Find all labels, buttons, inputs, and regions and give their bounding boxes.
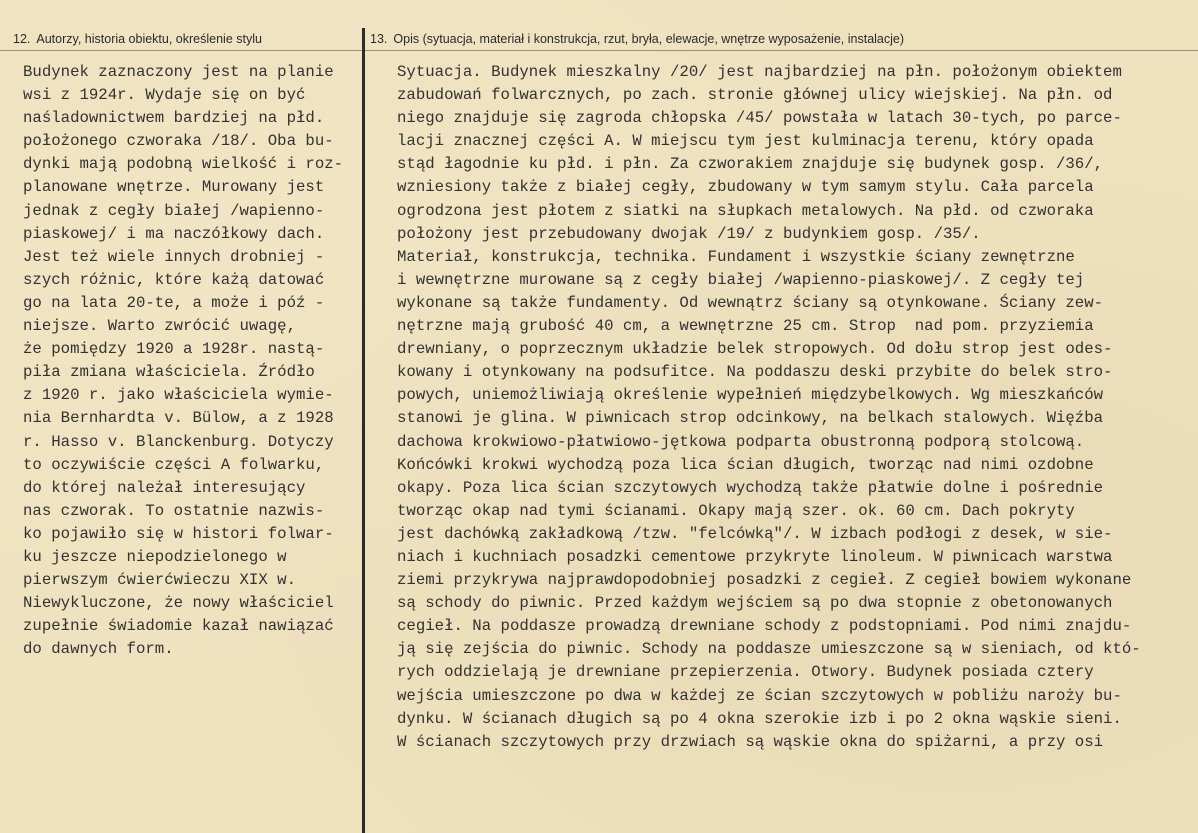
text-line: W ścianach szczytowych przy drzwiach są wąskie okna do spiżarni, a przy osi	[397, 732, 1104, 751]
text-line: Jest też wiele innych drobniej -	[23, 247, 325, 266]
text-line: kowany i otynkowany na podsufitce. Na poddaszu deski przybite do belek stro-	[397, 363, 1113, 382]
text-line: stanowi je glina. W piwnicach strop odcinkowy, na belkach stalowych. Więźba	[397, 409, 1104, 428]
text-line: Budynek zaznaczony jest na planie	[23, 63, 334, 81]
text-line: cegieł. Na poddasze prowadzą drewniane schody z podstopniami. Pod nimi znajdu-	[397, 617, 1132, 636]
text-line: Końcówki krokwi wychodzą poza lica ścian długich, tworząc nad nimi ozdobne	[397, 455, 1094, 474]
text-line: rych oddzielają je drewniane przepierzenia. Otwory. Budynek posiada cztery	[397, 663, 1094, 682]
text-line: powych, uniemożliwiają określenie wypełnień międzybelkowych. Wg mieszkańców	[397, 386, 1104, 405]
right-header-number: 13.	[370, 32, 388, 46]
text-line: r. Hasso v. Blanckenburg. Dotyczy	[23, 432, 334, 451]
text-line: Niewykluczone, że nowy właściciel	[23, 594, 334, 613]
text-line: ko pojawiło się w histori folwar-	[23, 524, 334, 543]
text-line: piaskowej/ i ma naczółkowy dach.	[23, 224, 325, 243]
text-line: zupełnie świadomie kazał nawiązać	[23, 617, 334, 636]
text-line: z 1920 r. jako właściciela wymie-	[23, 386, 334, 405]
text-line: piła zmiana właściciela. Źródło	[23, 363, 315, 382]
left-column-header	[13, 31, 262, 47]
text-line: niach i kuchniach posadzki cementowe przykryte linoleum. W piwnicach warstwa	[397, 547, 1113, 566]
text-line: dynki mają podobną wielkość i roz-	[23, 155, 344, 174]
text-line: niego znajduje się zagroda chłopska /45/ powstała w latach 30-tych, po parce-	[397, 109, 1122, 128]
text-line: lacji znacznej części A. W miejscu tym jest kulminacja terenu, który opada	[397, 132, 1094, 151]
right-column-header	[370, 31, 904, 47]
text-line: ogrodzona jest płotem z siatki na słupkach metalowych. Na płd. od czworaka	[397, 201, 1094, 220]
text-line: nia Bernhardta v. Bülow, a z 1928	[23, 409, 334, 428]
text-line: położony jest przebudowany dwojak /19/ z budynkiem gosp. /35/.	[397, 224, 981, 243]
text-line: nas czworak. To ostatnie nazwis-	[23, 501, 325, 520]
text-line: i wewnętrzne murowane są z cegły białej /wapienno-piaskowej/. Z cegły tej	[397, 270, 1085, 289]
text-line: wzniesiony także z białej cegły, zbudowany w tym samym stylu. Cała parcela	[397, 178, 1094, 197]
text-line: drewniany, o poprzecznym układzie belek stropowych. Od dołu strop jest odes-	[397, 340, 1113, 359]
text-line: planowane wnętrze. Murowany jest	[23, 178, 325, 197]
text-line: dachowa krokwiowo-płatwiowo-jętkowa podparta obustronną podporą stolcową.	[397, 432, 1085, 451]
right-column-text	[397, 61, 1141, 754]
text-line: do której należał interesujący	[23, 478, 306, 497]
text-line: jednak z cegły białej /wapienno-	[23, 201, 325, 220]
text-line: okapy. Poza lica ścian szczytowych wychodzą także płatwie dolne i pośrednie	[397, 478, 1104, 497]
text-line: dynku. W ścianach długich są po 4 okna szerokie izb i po 2 okna wąskie sieni.	[397, 709, 1122, 728]
text-line: to oczywiście części A folwarku,	[23, 455, 325, 474]
left-column-text	[23, 61, 343, 661]
text-line: go na lata 20-te, a może i póź -	[23, 293, 325, 312]
text-line: pierwszym ćwierćwieczu XIX w.	[23, 571, 297, 590]
text-line: niejsze. Warto zwrócić uwagę,	[23, 317, 297, 336]
left-header-number: 12.	[13, 32, 31, 46]
text-line: wsi z 1924r. Wydaje się on być	[23, 86, 306, 105]
text-line: szych różnic, które każą datować	[23, 270, 325, 289]
text-line: zabudowań folwarcznych, po zach. stronie głównej ulicy wiejskiej. Na płn. od	[397, 86, 1113, 105]
text-line: wejścia umieszczone po dwa w każdej ze ścian szczytowych w pobliżu naroży bu-	[397, 686, 1122, 705]
text-line: ku jeszcze niepodzielonego w	[23, 547, 287, 566]
text-line: Materiał, konstrukcja, technika. Fundament i wszystkie ściany zewnętrzne	[397, 247, 1075, 266]
left-header-title: Autorzy, historia obiektu, określenie stylu	[36, 32, 262, 46]
text-line: ją się zejścia do piwnic. Schody na poddasze umieszczone są w sieniach, od któ-	[397, 640, 1141, 659]
header-rule	[0, 50, 1198, 51]
column-divider	[362, 28, 365, 833]
text-line: że pomiędzy 1920 a 1928r. nastą-	[23, 340, 325, 359]
text-line: tworząc okap nad tymi ścianami. Okapy mają szer. ok. 60 cm. Dach pokryty	[397, 501, 1075, 520]
text-line: położonego czworaka /18/. Oba bu-	[23, 132, 334, 151]
right-header-title: Opis (sytuacja, materiał i konstrukcja, rzut, bryła, elewacje, wnętrze wyposażenie, instalacje)	[393, 32, 905, 46]
text-line: ziemi przykrywa najprawdopodobniej posadzki z cegieł. Z cegieł bowiem wykonane	[397, 571, 1132, 590]
text-line: do dawnych form.	[23, 640, 174, 659]
text-line: jest dachówką zakładkową /tzw. "felcówką"/. W izbach podłogi z desek, w sie-	[397, 524, 1113, 543]
text-line: naśladownictwem bardziej na płd.	[23, 109, 325, 128]
text-line: są schody do piwnic. Przed każdym wejściem są po dwa stopnie z obetonowanych	[397, 594, 1113, 613]
text-line: nętrzne mają grubość 40 cm, a wewnętrzne 25 cm. Strop nad pom. przyziemia	[397, 317, 1094, 336]
text-line: wykonane są także fundamenty. Od wewnątrz ściany są otynkowane. Ściany zew-	[397, 293, 1104, 312]
text-line: Sytuacja. Budynek mieszkalny /20/ jest najbardziej na płn. położonym obiektem	[397, 63, 1122, 81]
text-line: stąd łagodnie ku płd. i płn. Za czworakiem znajduje się budynek gosp. /36/,	[397, 155, 1104, 174]
